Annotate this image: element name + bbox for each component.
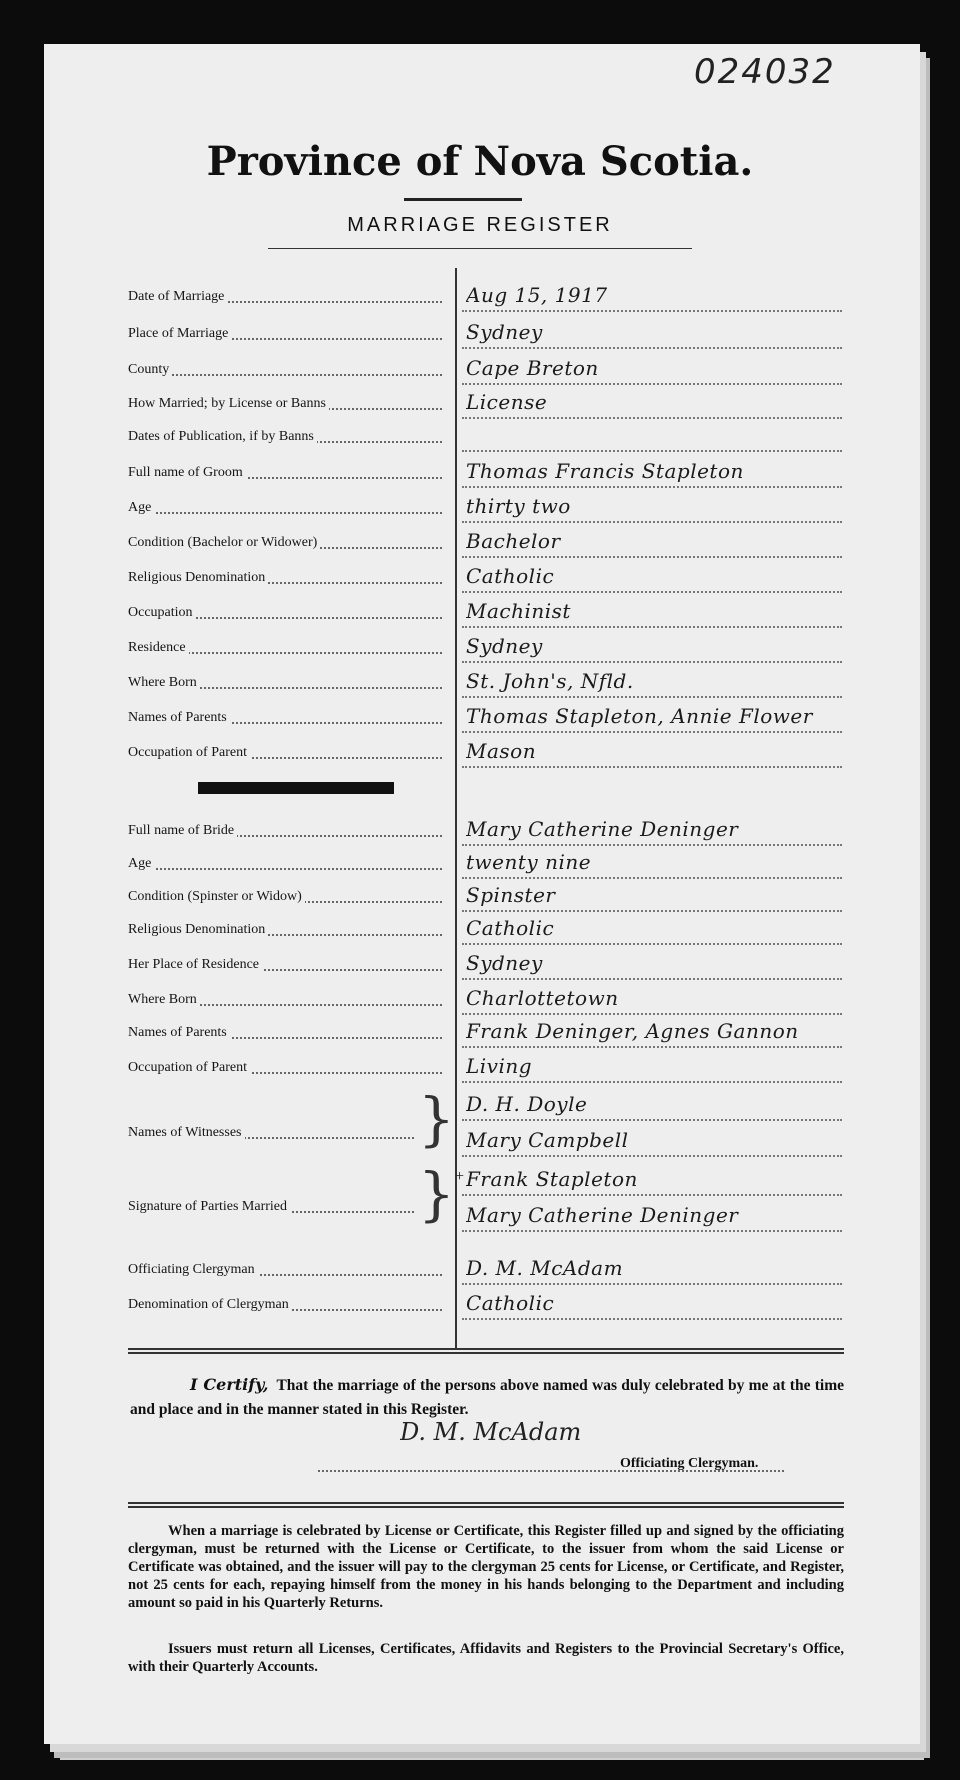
field-row-bride-name <box>0 816 960 846</box>
form-subtitle: MARRIAGE REGISTER <box>347 214 613 236</box>
field-label: Full name of Groom <box>128 465 246 480</box>
field-value[interactable]: twenty nine <box>466 850 592 874</box>
field-row-groom-birthplace <box>0 668 960 698</box>
reference-number: 024032 <box>694 52 836 92</box>
field-label: Dates of Publication, if by Banns <box>128 429 317 444</box>
field-label: Signature of Parties Married <box>128 1199 290 1214</box>
field-label: Residence <box>128 640 189 655</box>
field-value[interactable]: Living <box>466 1054 533 1078</box>
field-value[interactable]: Charlottetown <box>466 986 619 1010</box>
field-label: Occupation of Parent <box>128 1060 250 1075</box>
certification-text <box>130 1373 844 1422</box>
section-rule <box>128 1502 844 1508</box>
signature[interactable]: Frank Stapleton <box>466 1167 638 1191</box>
field-row-groom-occupation <box>0 598 960 628</box>
section-rule <box>128 1348 844 1354</box>
field-value[interactable]: Mary Catherine Deninger <box>466 817 739 841</box>
field-row-bride-parent-occupation <box>0 1053 960 1083</box>
field-row-bride-birthplace <box>0 985 960 1015</box>
field-row-bride-age <box>0 849 960 879</box>
field-value[interactable]: Frank Deninger, Agnes Gannon <box>466 1019 799 1043</box>
field-value[interactable]: Spinster <box>466 883 556 907</box>
witnesses-brace: } <box>418 1085 455 1153</box>
signature-mark: + <box>455 1168 465 1185</box>
field-value[interactable]: Sydney <box>466 951 543 975</box>
field-label: Date of Marriage <box>128 289 227 304</box>
signatures-brace: } <box>418 1160 455 1228</box>
field-value[interactable]: Thomas Francis Stapleton <box>466 459 744 483</box>
field-row-groom-name <box>0 458 960 488</box>
field-value[interactable]: Cape Breton <box>466 356 599 380</box>
field-value[interactable]: Machinist <box>466 599 571 623</box>
instructions-note: When a marriage is celebrated by License or Certificate, this Register filled up and signed by the officiating clergyman, must be returned with the License or Certificate, to the issuer from whom the said License or Certificate was obtained, and the issuer will pay to the clergyman 25 cents for License, or Certificate, and Register, not 25 cents for each, repaying himself from the money in his hands belonging to the Department and including amount so paid in his Quarterly Returns. <box>128 1523 844 1611</box>
field-row-bride-parents <box>0 1018 960 1048</box>
field-label: Names of Parents <box>128 1025 230 1040</box>
witness-name[interactable]: Mary Campbell <box>466 1128 629 1152</box>
field-row-groom-condition <box>0 528 960 558</box>
field-value[interactable]: Mason <box>466 739 537 763</box>
field-row-bride-religion <box>0 915 960 945</box>
field-row-groom-religion <box>0 563 960 593</box>
bride-section-bar <box>198 782 394 794</box>
field-label: Condition (Bachelor or Widower) <box>128 535 320 550</box>
field-label: Names of Parents <box>128 710 230 725</box>
witness-name[interactable]: D. H. Doyle <box>466 1092 588 1116</box>
field-label: Age <box>128 500 154 515</box>
instructions-note: Issuers must return all Licenses, Certificates, Affidavits and Registers to the Provincial Secretary's Office, with their Quarterly Accounts. <box>128 1641 844 1675</box>
field-row-bride-residence <box>0 950 960 980</box>
field-value[interactable]: License <box>466 390 548 414</box>
field-label: Religious Denomination <box>128 570 268 585</box>
field-label: County <box>128 362 172 377</box>
certify-body: That the marriage of the persons above named was duly celebrated by me at the time and place and in the manner stated in this Register. <box>130 1377 844 1418</box>
field-label: How Married; by License or Banns <box>128 396 329 411</box>
field-label: Where Born <box>128 992 200 1007</box>
field-label: Occupation of Parent <box>128 745 250 760</box>
field-row-bride-condition <box>0 882 960 912</box>
field-label: Names of Witnesses <box>128 1125 245 1140</box>
field-row-dates-of-publication <box>0 422 960 452</box>
field-value[interactable]: Sydney <box>466 634 543 658</box>
field-value[interactable]: Bachelor <box>466 529 561 553</box>
certify-lead: I Certify, <box>190 1375 269 1394</box>
field-value[interactable]: St. John's, Nfld. <box>466 669 634 693</box>
field-row-groom-parents <box>0 703 960 733</box>
field-row-groom-age <box>0 493 960 523</box>
clergy-signature[interactable]: D. M. McAdam <box>400 1418 582 1446</box>
field-label: Occupation <box>128 605 196 620</box>
field-row-officiating-clergyman <box>0 1255 960 1285</box>
field-row-county <box>0 355 960 385</box>
witness-row-1 <box>0 1091 960 1121</box>
field-label: Her Place of Residence <box>128 957 262 972</box>
field-row-date-of-marriage <box>0 282 960 312</box>
field-value[interactable]: Catholic <box>466 916 555 940</box>
field-label: Religious Denomination <box>128 922 268 937</box>
field-value[interactable]: Catholic <box>466 564 555 588</box>
title-rule <box>404 198 522 201</box>
field-label: Where Born <box>128 675 200 690</box>
field-value[interactable]: Thomas Stapleton, Annie Flower <box>466 704 813 728</box>
field-label: Condition (Spinster or Widow) <box>128 889 305 904</box>
field-row-how-married <box>0 389 960 419</box>
field-value[interactable]: Aug 15, 1917 <box>466 283 608 307</box>
field-value[interactable]: D. M. McAdam <box>466 1256 624 1280</box>
signature-caption: Officiating Clergyman. <box>620 1456 759 1471</box>
field-value[interactable]: Sydney <box>466 320 543 344</box>
field-value[interactable]: thirty two <box>466 494 571 518</box>
field-value[interactable] <box>466 418 846 452</box>
field-row-place-of-marriage <box>0 319 960 349</box>
signature[interactable]: Mary Catherine Deninger <box>466 1203 739 1227</box>
field-label: Full name of Bride <box>128 823 237 838</box>
form-title: Province of Nova Scotia. <box>206 138 754 185</box>
field-row-clergy-denomination <box>0 1290 960 1320</box>
field-label: Place of Marriage <box>128 326 231 341</box>
field-label: Officiating Clergyman <box>128 1262 258 1277</box>
field-row-groom-parent-occupation <box>0 738 960 768</box>
subtitle-rule <box>268 248 692 249</box>
field-label: Denomination of Clergyman <box>128 1297 292 1312</box>
field-value[interactable]: Catholic <box>466 1291 555 1315</box>
field-row-groom-residence <box>0 633 960 663</box>
field-label: Age <box>128 856 154 871</box>
